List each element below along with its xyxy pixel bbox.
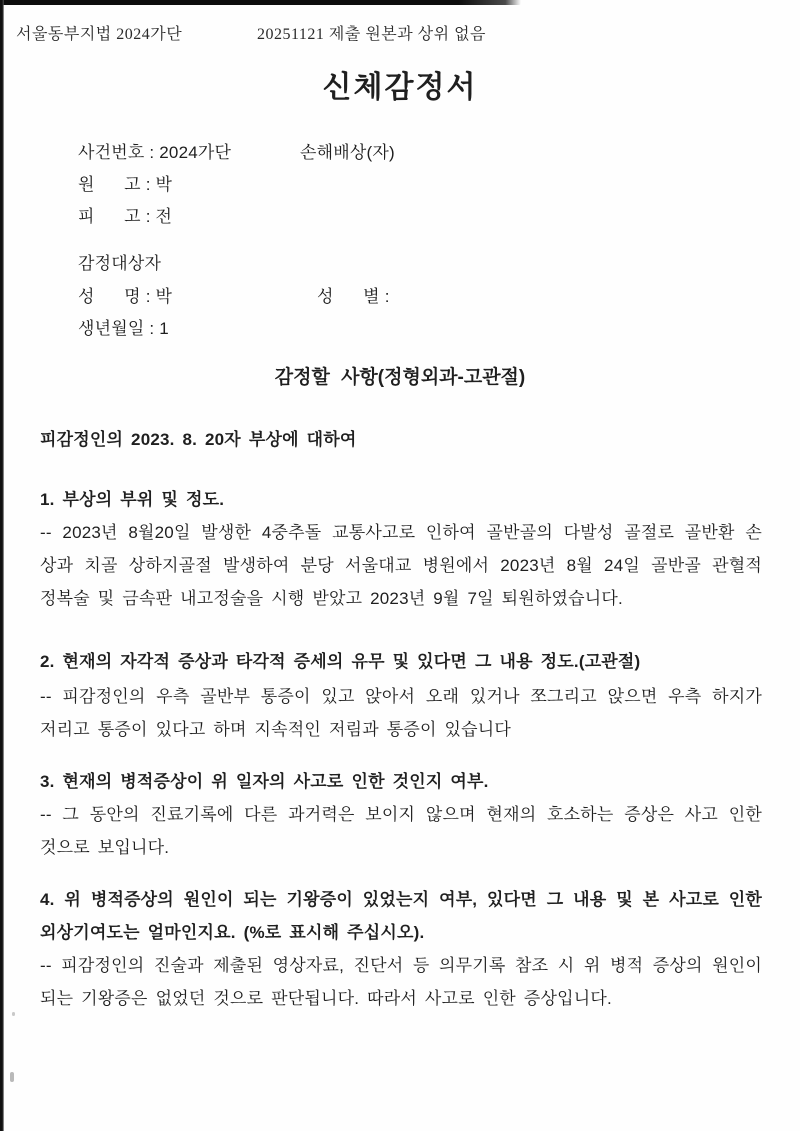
appraisal-intro: 피감정인의 2023. 8. 20자 부상에 대하여 (40, 430, 357, 449)
section-2-body-line: -- 피감정인의 우측 골반부 통증이 있고 앉아서 오래 있거나 쪼그리고 앉으면 우측 하지가 (40, 687, 762, 706)
scan-edge-top-artifact (0, 0, 521, 5)
defendant: 피 고 : 전 (78, 207, 173, 226)
section-2-body-line: 저리고 통증이 있다고 하며 지속적인 저림과 통증이 있습니다 (40, 720, 512, 739)
section-1-heading: 1. 부상의 부위 및 정도. (40, 490, 225, 509)
appraisal-heading: 감정할 사항(정형외과-고관절) (274, 367, 526, 388)
section-4-body-line: 되는 기왕증은 없었던 것으로 판단됩니다. 따라서 사고로 인한 증상입니다. (40, 989, 612, 1008)
plaintiff: 원 고 : 박 (78, 175, 173, 194)
section-3-heading: 3. 현재의 병적증상이 위 일자의 사고로 인한 것인지 여부. (40, 772, 489, 791)
subject-birthdate: 생년월일 : 1 (78, 319, 169, 338)
section-1-body-line: 정복술 및 금속판 내고정술을 시행 받았고 2023년 9월 7일 퇴원하였습니다. (40, 589, 623, 608)
scan-noise-smudge (10, 1072, 14, 1082)
subject-name: 성 명 : 박 (78, 287, 173, 306)
section-1-body-line: -- 2023년 8월20일 발생한 4중추돌 교통사고로 인하여 골반골의 다발성 골절로 골반환 손 (40, 523, 762, 542)
section-3-body-line: 것으로 보입니다. (40, 838, 170, 857)
section-1-body-line: 상과 치골 상하지골절 발생하여 분당 서울대교 병원에서 2023년 8월 24일 골반골 관혈적 (40, 556, 762, 575)
section-4-body-line: -- 피감정인의 진술과 제출된 영상자료, 진단서 등 의무기록 참조 시 위 병적 증상의 원인이 (40, 956, 762, 975)
subject-gender: 성 별 : (317, 287, 390, 306)
scan-noise-smudge (12, 1012, 15, 1016)
submission-stamp: 20251121 제출 원본과 상위 없음 (257, 26, 487, 43)
subject-heading: 감정대상자 (78, 254, 162, 273)
section-3-body-line: -- 그 동안의 진료기록에 다른 과거력은 보이지 않으며 현재의 호소하는 증상은 사고 인한 (40, 805, 762, 824)
section-2-heading: 2. 현재의 자각적 증상과 타각적 증세의 유무 및 있다면 그 내용 정도.(고관절) (40, 652, 641, 671)
case-type: 손해배상(자) (300, 143, 395, 162)
document-title: 신체감정서 (322, 71, 478, 104)
section-4-heading-line: 4. 위 병적증상의 원인이 되는 기왕증이 있었는지 여부, 있다면 그 내용 및 본 사고로 인한 (40, 890, 762, 909)
scan-edge-left-artifact (0, 0, 4, 1131)
court-case-label: 서울동부지법 2024가단 (16, 26, 183, 43)
case-number: 사건번호 : 2024가단 (78, 143, 232, 162)
section-4-heading-line: 외상기여도는 얼마인지요. (%로 표시해 주십시오). (40, 923, 425, 942)
